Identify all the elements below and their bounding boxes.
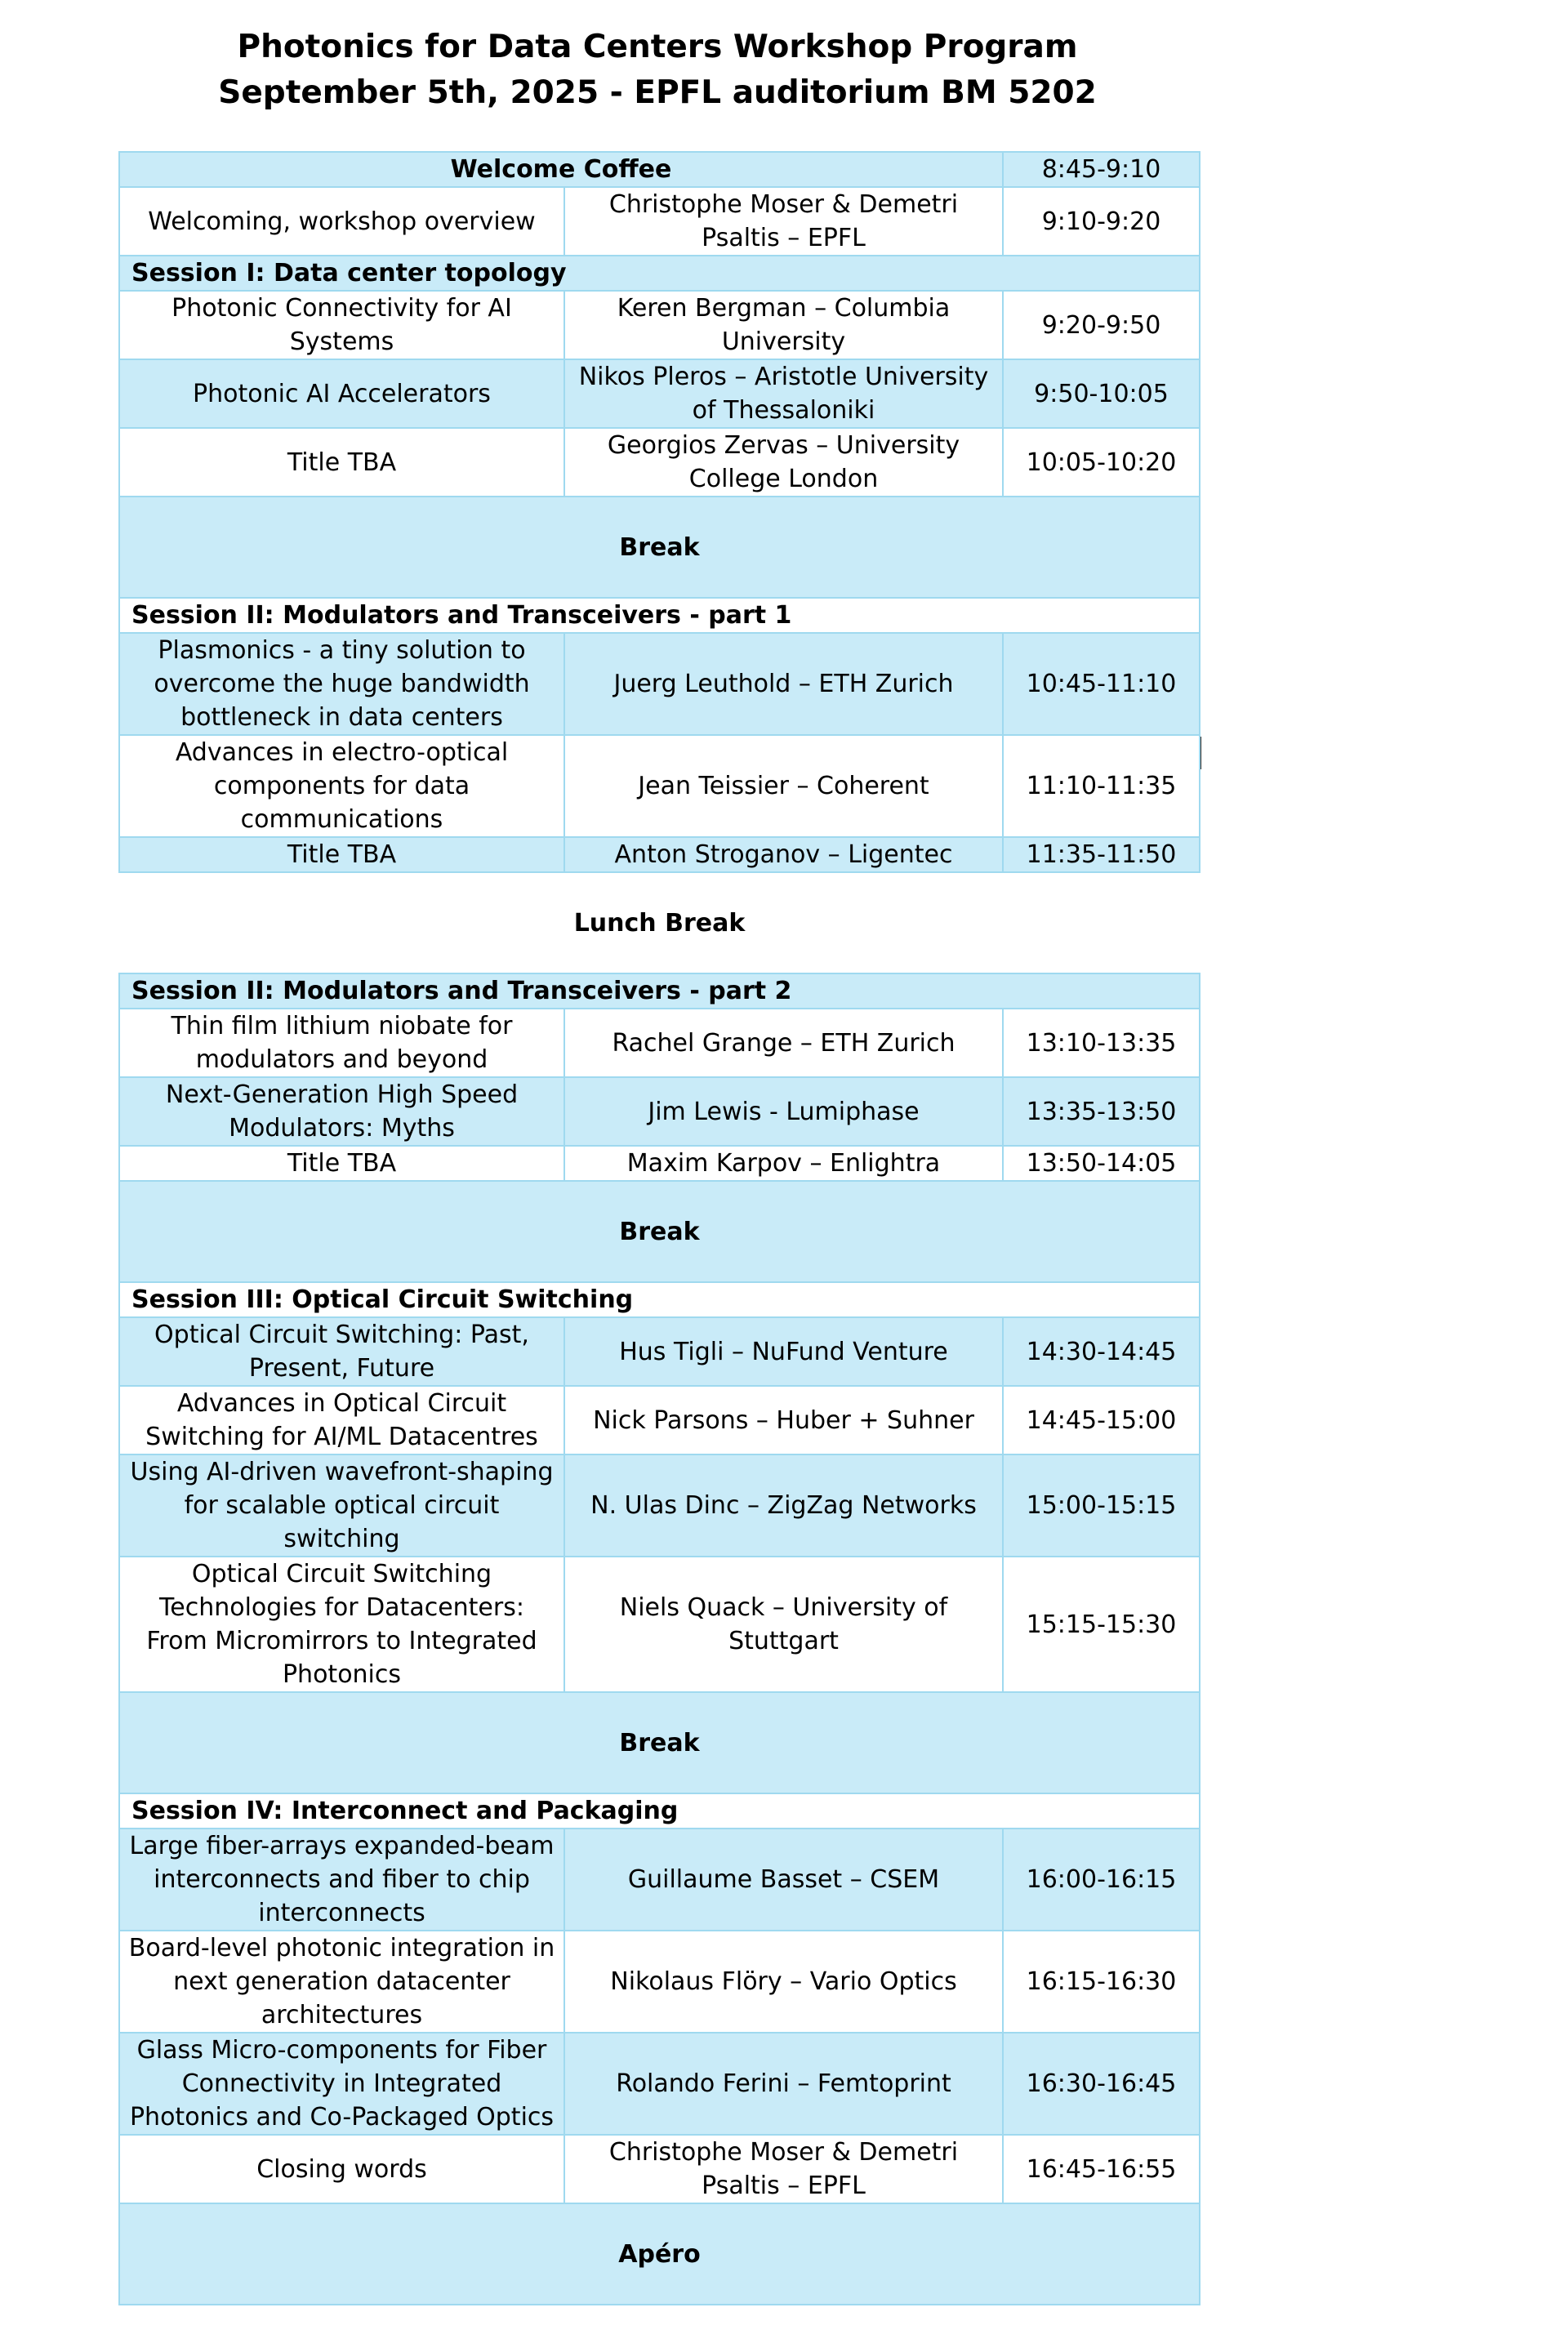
table-row (119, 2033, 1200, 2135)
talk-time: 9:10-9:20 (1003, 187, 1200, 256)
apero-row (119, 2203, 1200, 2305)
talk-speaker: Juerg Leuthold – ETH Zurich (564, 633, 1003, 735)
talk-speaker: Rachel Grange – ETH Zurich (564, 1009, 1003, 1077)
talk-time: 9:20-9:50 (1003, 291, 1200, 359)
talk-speaker: Georgios Zervas – University College London (564, 428, 1003, 497)
talk-time: 16:00-16:15 (1003, 1829, 1200, 1931)
talk-title: Plasmonics - a tiny solution to overcome the huge bandwidth bottleneck in data centers (119, 633, 564, 735)
session-header (119, 1282, 1200, 1317)
table-row (119, 1557, 1200, 1692)
talk-time: 16:45-16:55 (1003, 2135, 1200, 2203)
talk-title: Optical Circuit Switching: Past, Present, Future (119, 1317, 564, 1386)
table-row (119, 1077, 1200, 1146)
talk-time: 14:30-14:45 (1003, 1317, 1200, 1386)
table-row (119, 1454, 1200, 1557)
talk-title: Closing words (119, 2135, 564, 2203)
table-row (119, 2135, 1200, 2203)
talk-speaker: Christophe Moser & Demetri Psaltis – EPFL (564, 187, 1003, 256)
page-title: Photonics for Data Centers Workshop Program (237, 29, 1078, 65)
talk-speaker: Jean Teissier – Coherent (564, 735, 1003, 837)
table-row (119, 187, 1200, 256)
lunch-row (119, 872, 1200, 973)
table-row (119, 152, 1200, 187)
lunch-label: Lunch Break (119, 872, 1200, 973)
talk-speaker: Jim Lewis - Lumiphase (564, 1077, 1003, 1146)
talk-speaker: Anton Stroganov – Ligentec (564, 837, 1003, 872)
table-row (119, 291, 1200, 359)
talk-time: 14:45-15:00 (1003, 1386, 1200, 1454)
table-row (119, 1146, 1200, 1181)
talk-time: 10:05-10:20 (1003, 428, 1200, 497)
talk-title: Large fiber-arrays expanded-beam interconnects and fiber to chip interconnects (119, 1829, 564, 1931)
table-row (119, 1317, 1200, 1386)
talk-speaker: Niels Quack – University of Stuttgart (564, 1557, 1003, 1692)
welcome-coffee-label: Welcome Coffee (119, 152, 1003, 187)
table-row (119, 633, 1200, 735)
session-title: Session II: Modulators and Transceivers - part 1 (119, 598, 1200, 633)
welcome-coffee-time: 8:45-9:10 (1003, 152, 1200, 187)
talk-title: Thin film lithium niobate for modulators and beyond (119, 1009, 564, 1077)
talk-title: Title TBA (119, 428, 564, 497)
break-row (119, 1692, 1200, 1793)
talk-title: Optical Circuit Switching Technologies for Datacenters: From Micromirrors to Integrated Photonics (119, 1557, 564, 1692)
talk-speaker: N. Ulas Dinc – ZigZag Networks (564, 1454, 1003, 1557)
apero-label: Apéro (119, 2203, 1200, 2305)
table-row (119, 1386, 1200, 1454)
talk-time: 15:15-15:30 (1003, 1557, 1200, 1692)
talk-speaker: Guillaume Basset – CSEM (564, 1829, 1003, 1931)
break-row (119, 1181, 1200, 1282)
break-label: Break (119, 1181, 1200, 1282)
talk-time: 16:15-16:30 (1003, 1931, 1200, 2033)
talk-time: 11:10-11:35 (1003, 735, 1200, 837)
talk-title: Board-level photonic integration in next generation datacenter architectures (119, 1931, 564, 2033)
talk-time: 13:35-13:50 (1003, 1077, 1200, 1146)
talk-time: 9:50-10:05 (1003, 359, 1200, 428)
program-table (118, 151, 1200, 2305)
talk-title: Title TBA (119, 1146, 564, 1181)
table-row (119, 837, 1200, 872)
talk-title: Glass Micro-components for Fiber Connectivity in Integrated Photonics and Co-Packaged Optics (119, 2033, 564, 2135)
talk-title: Next-Generation High Speed Modulators: Myths (119, 1077, 564, 1146)
table-row (119, 1931, 1200, 2033)
talk-speaker: Nick Parsons – Huber + Suhner (564, 1386, 1003, 1454)
table-row (119, 359, 1200, 428)
talk-time: 13:50-14:05 (1003, 1146, 1200, 1181)
talk-speaker: Nikos Pleros – Aristotle University of Thessaloniki (564, 359, 1003, 428)
talk-time: 13:10-13:35 (1003, 1009, 1200, 1077)
session-header (119, 598, 1200, 633)
talk-speaker: Nikolaus Flöry – Vario Optics (564, 1931, 1003, 2033)
talk-speaker: Maxim Karpov – Enlightra (564, 1146, 1003, 1181)
break-label: Break (119, 1692, 1200, 1793)
talk-title: Welcoming, workshop overview (119, 187, 564, 256)
talk-title: Photonic AI Accelerators (119, 359, 564, 428)
session-title: Session I: Data center topology (119, 256, 1200, 291)
talk-time: 16:30-16:45 (1003, 2033, 1200, 2135)
break-label: Break (119, 497, 1200, 598)
talk-title: Title TBA (119, 837, 564, 872)
talk-title: Advances in Optical Circuit Switching for AI/ML Datacentres (119, 1386, 564, 1454)
talk-speaker: Rolando Ferini – Femtoprint (564, 2033, 1003, 2135)
table-row (119, 1009, 1200, 1077)
talk-title: Photonic Connectivity for AI Systems (119, 291, 564, 359)
talk-title: Using AI-driven wavefront-shaping for scalable optical circuit switching (119, 1454, 564, 1557)
session-header (119, 973, 1200, 1009)
talk-title: Advances in electro-optical components for data communications (119, 735, 564, 837)
talk-time: 15:00-15:15 (1003, 1454, 1200, 1557)
session-header (119, 256, 1200, 291)
talk-speaker: Keren Bergman – Columbia University (564, 291, 1003, 359)
session-title: Session II: Modulators and Transceivers - part 2 (119, 973, 1200, 1009)
session-title: Session IV: Interconnect and Packaging (119, 1793, 1200, 1829)
break-row (119, 497, 1200, 598)
talk-speaker: Christophe Moser & Demetri Psaltis – EPFL (564, 2135, 1003, 2203)
session-header (119, 1793, 1200, 1829)
table-row (119, 735, 1200, 837)
talk-time: 11:35-11:50 (1003, 837, 1200, 872)
talk-time: 10:45-11:10 (1003, 633, 1200, 735)
page-subtitle: September 5th, 2025 - EPFL auditorium BM 5202 (218, 74, 1097, 111)
talk-speaker: Hus Tigli – NuFund Venture (564, 1317, 1003, 1386)
table-row (119, 1829, 1200, 1931)
session-title: Session III: Optical Circuit Switching (119, 1282, 1200, 1317)
program-header (0, 24, 1315, 116)
table-row (119, 428, 1200, 497)
